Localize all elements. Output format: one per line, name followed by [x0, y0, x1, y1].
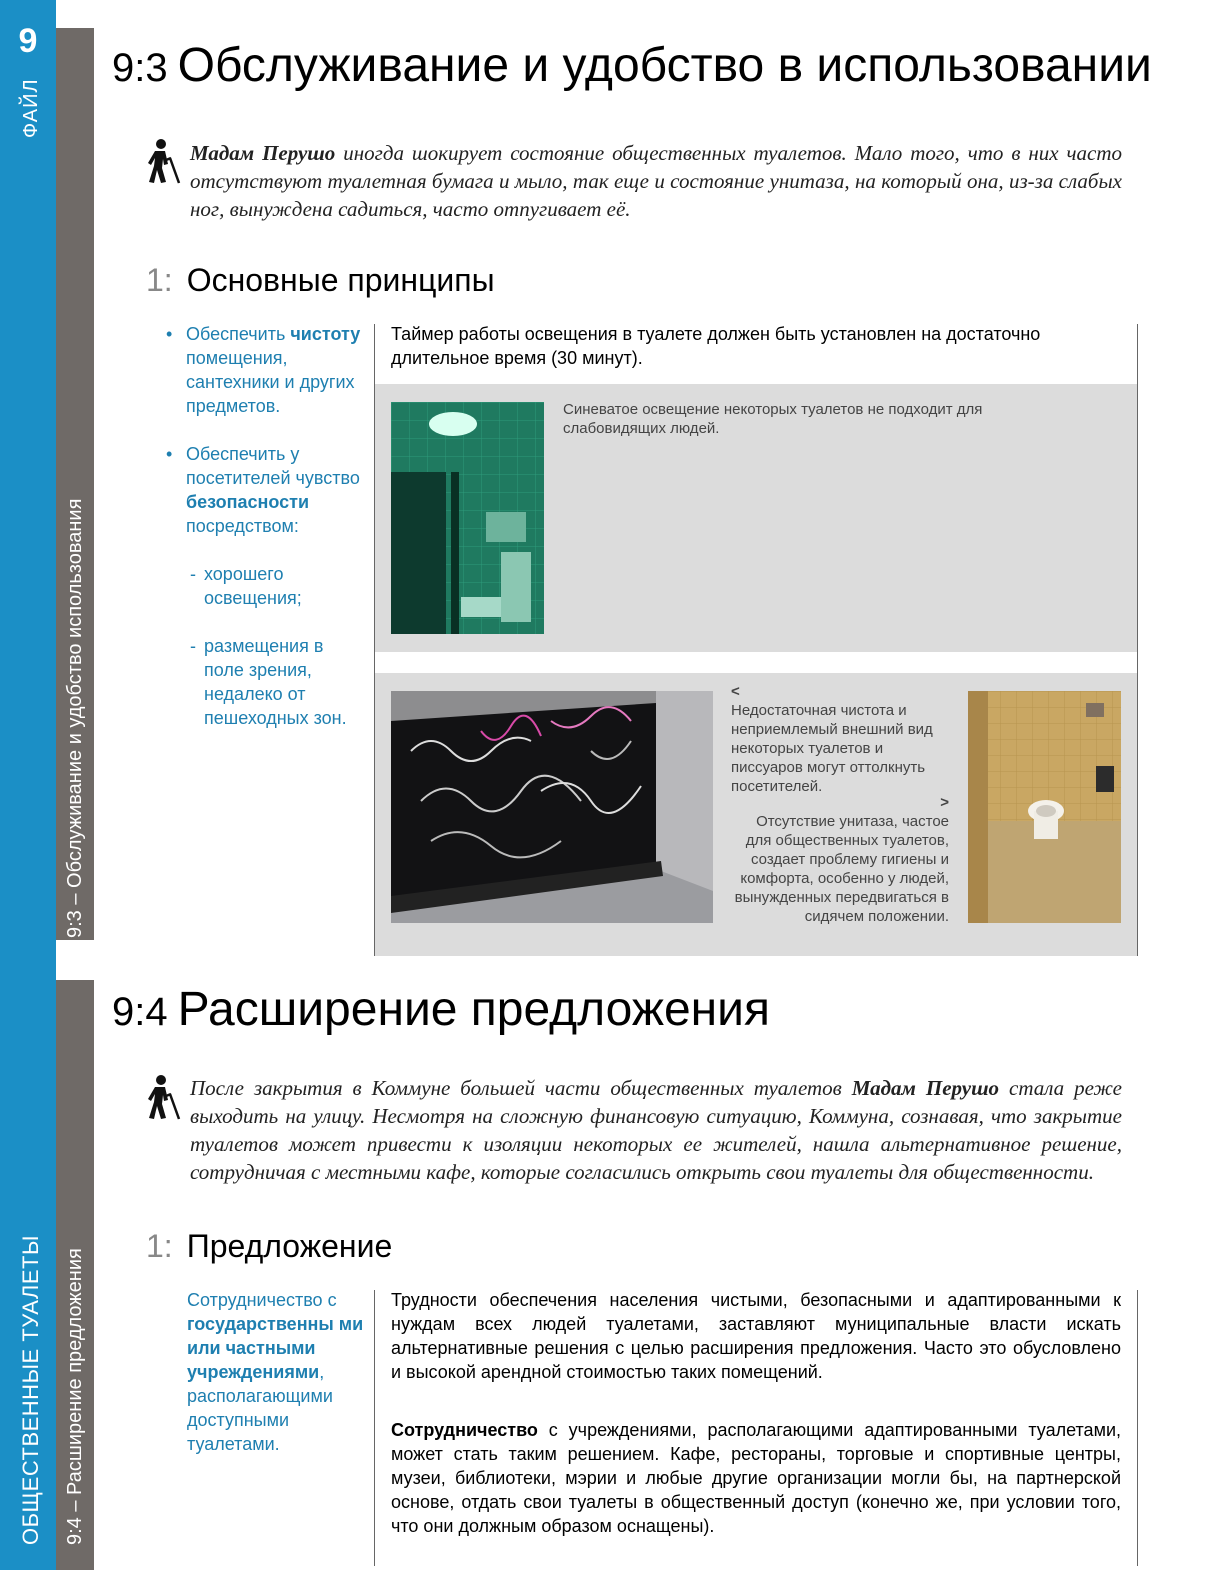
- subsection-number: 1:: [146, 1228, 173, 1264]
- graffiti-urinal-photo: [391, 691, 713, 923]
- elderly-person-icon: [146, 1074, 182, 1120]
- offer-paragraph-1: Трудности обеспечения населения чистыми, безопасными и адаптированными к нуждам всех людей туалетами, заставляют муниципальные власти искать альтернативные решения с целью расширения предложения. Часто это обусловлено и высокой арендной стоимостью таких помещений.: [391, 1290, 1121, 1382]
- section2-heading: [112, 982, 770, 1037]
- file-label: ФАЙЛ: [20, 78, 42, 138]
- offer-paragraph-2: Сотрудничество с учреждениями, располагающими адаптированными туалетами, может стать таким решением. Кафе, рестораны, торговые и спортивные центры, музеи, библиотеки, мэрии и любые другие организации могли бы, на партнерской основе, отдать свои туалеты в общественный доступ (конечно же, при условии того, что они должным образом оснащены).: [391, 1420, 1121, 1536]
- intro-name: Мадам Перушо: [851, 1076, 1000, 1100]
- intro-name: Мадам Перушо: [190, 141, 336, 165]
- caption-cleanliness: [731, 682, 951, 796]
- divider: [374, 1290, 375, 1566]
- section1-title: Обслуживание и удобство в использовании: [177, 39, 1152, 92]
- section1-heading: [112, 38, 1152, 93]
- intro-text: иногда шокирует состояние общественных туалетов. Мало того, что в них часто отсутствуют туалетная бумага и мыло, так еще и состояние унитаза, на который она, из-за слабых ног, вынуждена садиться, часто отпугивает её.: [190, 141, 1123, 221]
- list-item: • Обеспечить чистоту помещения, сантехники и других предметов.: [166, 322, 366, 418]
- subsection-title: Основные принципы: [186, 262, 495, 298]
- blue-lit-toilet-photo: [391, 402, 544, 634]
- section2-number: 9:4: [112, 990, 168, 1034]
- caption-blue-lighting: Синеватое освещение некоторых туалетов не подходит для слабовидящих людей.: [563, 401, 983, 437]
- offer-summary: Сотрудничество с государственны ми или частными учреждениями, располагающими доступными туалетами.: [187, 1290, 364, 1454]
- list-subitem: - хорошего освещения;: [190, 564, 302, 608]
- divider: [1137, 324, 1138, 956]
- list-subitem: - размещения в поле зрения, недалеко от пешеходных зон.: [190, 636, 347, 728]
- elderly-person-icon: [146, 138, 182, 184]
- caption-missing-seat: [728, 793, 949, 926]
- left-arrow-icon: <: [731, 683, 740, 700]
- subsection-number: 1:: [146, 262, 173, 298]
- subsection1-heading: [146, 262, 495, 299]
- caption-cleanliness-text: Недостаточная чистота и неприемлемый внешний вид некоторых туалетов и писсуаров могут оттолкнуть посетителей.: [731, 702, 933, 795]
- section2-title: Расширение предложения: [177, 983, 770, 1036]
- section1-intro: [190, 139, 1122, 223]
- section2-intro: После закрытия в Коммуне большей части общественных туалетов Мадам Перушо стала реже выходить на улицу. Несмотря на сложную финансовую ситуацию, Коммуна, сознавая, что закрытие туалетов может привести к изоляции некоторых ее жителей, нашла альтернативное решение, сотрудничая с местными кафе, которые согласились открыть свои туалеты для общественности.: [190, 1076, 1122, 1184]
- caption-missing-seat-text: Отсутствие унитаза, частое для общественных туалетов, создает проблему гигиены и комфорта, особенно у людей, вынужденных передвигаться в сидячем положении.: [734, 813, 949, 925]
- section2-vertical-label: 9:4 – Расширение предложения: [64, 1248, 86, 1545]
- toilet-without-seat-photo: [968, 691, 1121, 923]
- subsection-title: Предложение: [186, 1228, 393, 1264]
- section1-number: 9:3: [112, 46, 168, 90]
- chapter-label: ОБЩЕСТВЕННЫЕ ТУАЛЕТЫ: [18, 1235, 43, 1545]
- section1-vertical-label: 9:3 – Обслуживание и удобство использования: [64, 498, 86, 938]
- right-arrow-icon: >: [940, 794, 949, 811]
- file-number: 9: [18, 22, 38, 60]
- divider: [1137, 1290, 1138, 1566]
- lighting-timer-text: Таймер работы освещения в туалете должен быть установлен на достаточно длительное время (30 минут).: [391, 324, 1041, 368]
- subsection2-heading: [146, 1228, 392, 1265]
- principles-list: [166, 322, 366, 730]
- list-item: • Обеспечить у посетителей чувство безопасности посредством:: [166, 442, 366, 538]
